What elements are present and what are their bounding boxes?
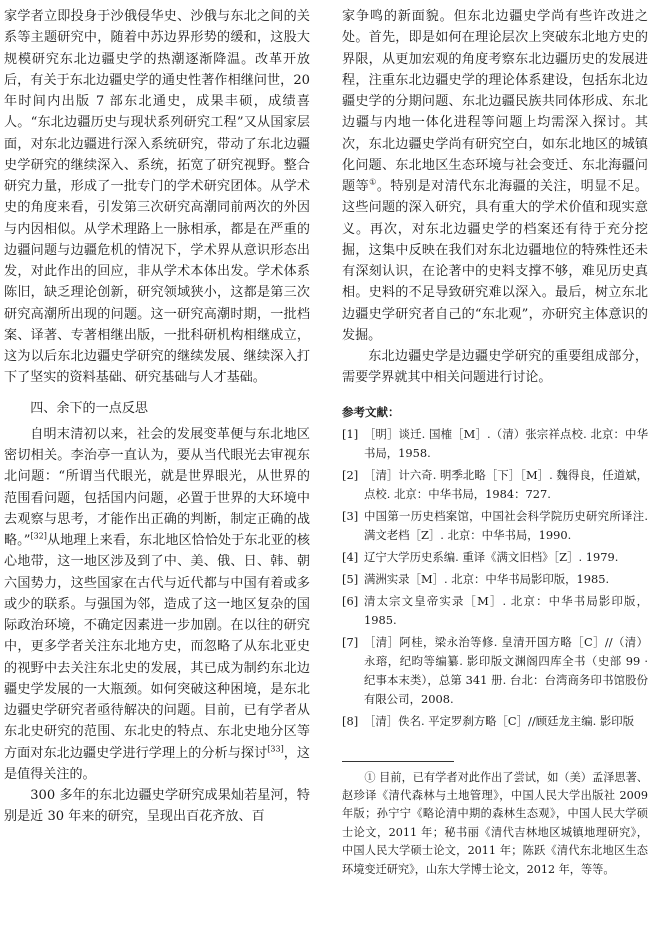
paragraph-text: 自明末清初以来，社会的发展变革便与东北地区密切相关。李治亭一直认为，要从当代眼光去审视东北问题：“所谓当代眼光，就是世界眼光，从世界的范围看问题，包括国内问题，必置于世界的大环境中去观察与思考，才能作出正确的判断，制定正确的战略。” (4, 426, 310, 548)
reference-number: [6] (342, 593, 359, 608)
reference-number: [3] (342, 508, 359, 523)
reference-text: 满洲实录［M］. 北京：中华书局影印版，1985. (364, 571, 610, 586)
section-heading: 四、余下的一点反思 (30, 400, 149, 416)
paragraph-text: ，这是值得关注的。 (4, 745, 311, 782)
reference-item (342, 633, 648, 709)
left-column (4, 6, 310, 828)
reference-item (342, 592, 648, 630)
paragraph-text: 。特别是对清代东北海疆的关注，明显不足。这些问题的深入研究，具有重大的学术价值和现实意义。再次，对东北边疆史学的档案还有待于充分挖掘，这集中反映在我们对东北边疆地位的特殊性还未有深刻认识，在论著中的史料支撑不够，难见历史真相。史料的不足导致研究难以深入。最后，树立东北边疆史学研究者自己的“东北观”，亦研究主体意识的发掘。 (342, 179, 649, 343)
reference-item (342, 570, 648, 589)
paragraph-text: 从地理上来看，东北地区恰恰处于东北亚的核心地带，这一地区涉及到了中、美、俄、日、韩、朝六国势力，这些国家在古代与近代都与中国有着或多或少的联系。与强国为邻，造成了这一地区复杂的国际政治环境，不确定因素进一步加剧。在以往的研究中，更多学者关注东北地方史，而忽略了从东北亚史的视野中去关注东北史的发展，其已成为制约东北边疆史学发展的一大瓶颈。如何突破这种困境，是东北边疆史学研究者亟待解决的问题。目前，已有学者从东北史研究的范围、东北史的特点、东北史地分区等方面对东北边疆史学进行学理上的分析与探讨 (4, 533, 311, 761)
body-paragraph-5: 东北边疆史学是边疆史学研究的重要组成部分，需要学界就其中相关问题进行讨论。 (342, 349, 648, 386)
body-paragraph-3: 300 多年的东北边疆史学研究成果灿若星河，特别是近 30 年来的研究，呈现出百花齐放、百 (4, 788, 310, 825)
references-title: 参考文献： (342, 404, 400, 419)
reference-text: ［清］阿桂，梁永治等修. 皇清开国方略［C］//（清）永瑢，纪昀等编纂. 影印版文渊阁四库全书（史部 99 · 纪事本末类），总第 341 册. 台北：台湾商务印书馆股份有限公司，2008. (364, 634, 648, 706)
reference-number: [7] (342, 634, 359, 649)
right-column (342, 6, 648, 879)
reference-text: 中国第一历史档案馆，中国社会科学院历史研究所译注. 满文老档［Z］. 北京：中华书局，1990. (364, 508, 648, 542)
reference-item (342, 507, 648, 545)
reference-number: [1] (342, 426, 359, 441)
reference-text: ［清］佚名. 平定罗刹方略［C］//顾廷龙主编. 影印版 (364, 713, 635, 728)
reference-item (342, 425, 648, 463)
reference-number: [2] (342, 467, 359, 482)
reference-number: [5] (342, 571, 359, 586)
footnote: ① 目前，已有学者对此作出了尝试，如（美）孟泽思著、赵珍译《清代森林与土地管理》，中国人民大学出版社 2009 年版；孙宁宁《略论清中期的森林生态观》，中国人民大学硕士论文，2011 年；秘书丽《清代吉林地区城镇地理研究》，中国人民大学硕士论文，2011 年；陈跃《清代东北地区生态环境变迁研究》，山东大学博士论文，2012 年，等等。 (342, 770, 648, 876)
footnote-divider (342, 761, 454, 762)
reference-text: ［清］计六奇. 明季北略［下］［M］. 魏得良，任道斌，点校. 北京：中华书局，1984：727. (364, 467, 648, 501)
body-paragraph-2 (4, 424, 310, 785)
reference-item (342, 466, 648, 504)
reference-text: ［明］谈迁. 国榷［M］.（清）张宗祥点校. 北京：中华书局，1958. (364, 426, 648, 460)
citation-marker: [33] (267, 744, 284, 754)
body-paragraph-1: 家学者立即投身于沙俄侵华史、沙俄与东北之间的关系等主题研究中，随着中苏边界形势的缓和，这股大规模研究东北边疆史学的热潮逐渐降温。改革开放后，有关于东北边疆史学的通史性著作相继问世，20 年时间内出版 7 部东北通史，成果丰硕，成绩喜人。“东北边疆历史与现状系列研究工程”又从国家层面，对东北边疆进行深入系统研究，带动了东北边疆史学研究的继续深入、系统，拓宽了研究视野。整合研究力量，形成了一批专门的学术研究团体。从学术史的角度来看，引发第三次研究高潮同前两次的外因与内因相似。从学术理路上一脉相承，都是在严重的边疆问题与边疆危机的情况下，学术界从意识形态出发，对此作出的回应，非从学术本体出发。学术体系陈旧，缺乏理论创新，研究领域狭小，这都是第三次研究高潮所出现的问题。这一研究高潮时期，一批档案、译著、专著相继出版，一批科研机构相继成立，这为以后东北边疆史学研究的继续发展、继续深入打下了坚实的资料基础、研究基础与人才基础。 (4, 9, 310, 386)
footnote-marker: ① (369, 177, 377, 187)
reference-item (342, 712, 648, 731)
citation-marker: [32] (30, 531, 47, 541)
reference-number: [8] (342, 713, 359, 728)
reference-text: 清太宗文皇帝实录［M］. 北京：中华书局影印版，1985. (364, 593, 648, 627)
reference-number: [4] (342, 549, 359, 564)
paragraph-text: 家争鸣的新面貌。但东北边疆史学尚有些许改进之处。首先，即是如何在理论层次上突破东北地方史的界限，从更加宏观的角度考察东北边疆历史的发展进程，注重东北边疆史学的理论体系建设，包括东北边疆史学的分期问题、东北边疆民族共同体形成、东北边疆与内地一体化进程等问题上均需深入探讨。其次，东北边疆史学尚有研究空白，如东北地区的城镇化问题、东北地区生态环境与社会变迁、东北海疆问题等 (342, 9, 648, 194)
references-list (342, 425, 648, 731)
reference-item (342, 548, 648, 567)
reference-text: 辽宁大学历史系编. 重译《满文旧档》［Z］. 1979. (364, 549, 619, 564)
body-paragraph-4 (342, 6, 648, 346)
